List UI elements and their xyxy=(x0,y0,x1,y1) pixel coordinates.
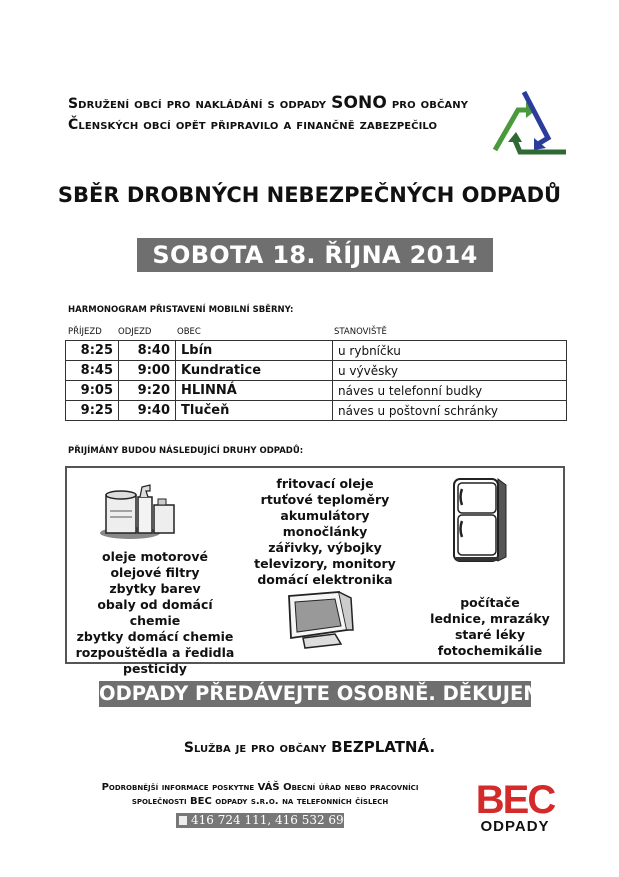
arrival-time: 9:05 xyxy=(66,381,119,401)
svg-text:ODPADY: ODPADY xyxy=(480,818,550,835)
refrigerator-icon xyxy=(450,475,510,563)
village: Lbín xyxy=(176,341,333,361)
accepted-waste-label: PŘIJÍMÁNY BUDOU NÁSLEDUJÍCÍ DRUHY ODPADŮ: xyxy=(68,446,304,456)
waste-list-middle: fritovací oleje rtuťové teploměry akumulátory monočlánky zářivky, výbojky televizory, monitory domácí elektronika xyxy=(254,476,396,587)
table-row xyxy=(66,361,567,381)
free-service-note: Služba je pro občany BEZPLATNÁ. xyxy=(183,738,436,756)
sono-recycling-arrows-logo xyxy=(490,88,570,158)
table-row xyxy=(66,401,567,421)
column-location: STANOVIŠTĚ xyxy=(334,327,387,337)
departure-time: 9:00 xyxy=(119,361,176,381)
schedule-label: HARMONOGRAM PŘISTAVENÍ MOBILNÍ SBĚRNY: xyxy=(68,305,294,315)
page-title: SBĚR DROBNÝCH NEBEZPEČNÝCH ODPADŮ xyxy=(57,183,562,207)
village: Tlučeň xyxy=(176,401,333,421)
svg-text:BEC: BEC xyxy=(475,778,555,822)
village: HLINNÁ xyxy=(176,381,333,401)
village: Kundratice xyxy=(176,361,333,381)
waste-list-right: počítače lednice, mrazáky staré léky fotochemikálie xyxy=(430,595,550,658)
phone-numbers: 416 724 111, 416 532 697. xyxy=(176,813,344,828)
arrival-time: 8:45 xyxy=(66,361,119,381)
free-emphasis: BEZPLATNÁ. xyxy=(331,738,436,756)
arrival-time: 8:25 xyxy=(66,341,119,361)
header-line-1: Sdružení obcí pro nakládání s odpady SONO pro občany xyxy=(68,93,469,113)
contact-info: Podrobnější informace poskytne VÁŠ Obecní úřad nebo pracovníci společnosti BEC odpady s.r.o. na telefonních číslech xyxy=(101,782,419,807)
header-line-2: Členských obcí opět připravilo a finančně zabezpečilo xyxy=(68,117,438,133)
column-arrival: PŘÍJEZD xyxy=(68,327,102,337)
table-row xyxy=(66,341,567,361)
departure-time: 8:40 xyxy=(119,341,176,361)
sono-name: SONO xyxy=(331,93,387,113)
arrival-time: 9:25 xyxy=(66,401,119,421)
location: u rybníčku xyxy=(333,341,567,361)
schedule-table xyxy=(65,340,567,421)
departure-time: 9:20 xyxy=(119,381,176,401)
location: náves u telefonní budky xyxy=(333,381,567,401)
table-row xyxy=(66,381,567,401)
date-banner: SOBOTA 18. ŘÍJNA 2014 xyxy=(137,238,493,272)
column-departure: ODJEZD xyxy=(118,327,152,337)
location: náves u poštovní schránky xyxy=(333,401,567,421)
chemical-containers-icon xyxy=(100,483,182,541)
location: u vývěsky xyxy=(333,361,567,381)
column-village: OBEC xyxy=(177,327,201,337)
phone-icon xyxy=(179,816,187,825)
departure-time: 9:40 xyxy=(119,401,176,421)
waste-list-left: oleje motorové olejové filtry zbytky barev obaly od domácí chemie zbytky domácí chemie rozpouštědla a ředidla pesticidy xyxy=(75,549,235,676)
bec-odpady-logo xyxy=(465,775,565,835)
closing-banner: ODPADY PŘEDÁVEJTE OSOBNĚ. DĚKUJEME. xyxy=(99,682,564,705)
crt-monitor-icon xyxy=(275,590,355,652)
organizer-header xyxy=(68,93,468,136)
